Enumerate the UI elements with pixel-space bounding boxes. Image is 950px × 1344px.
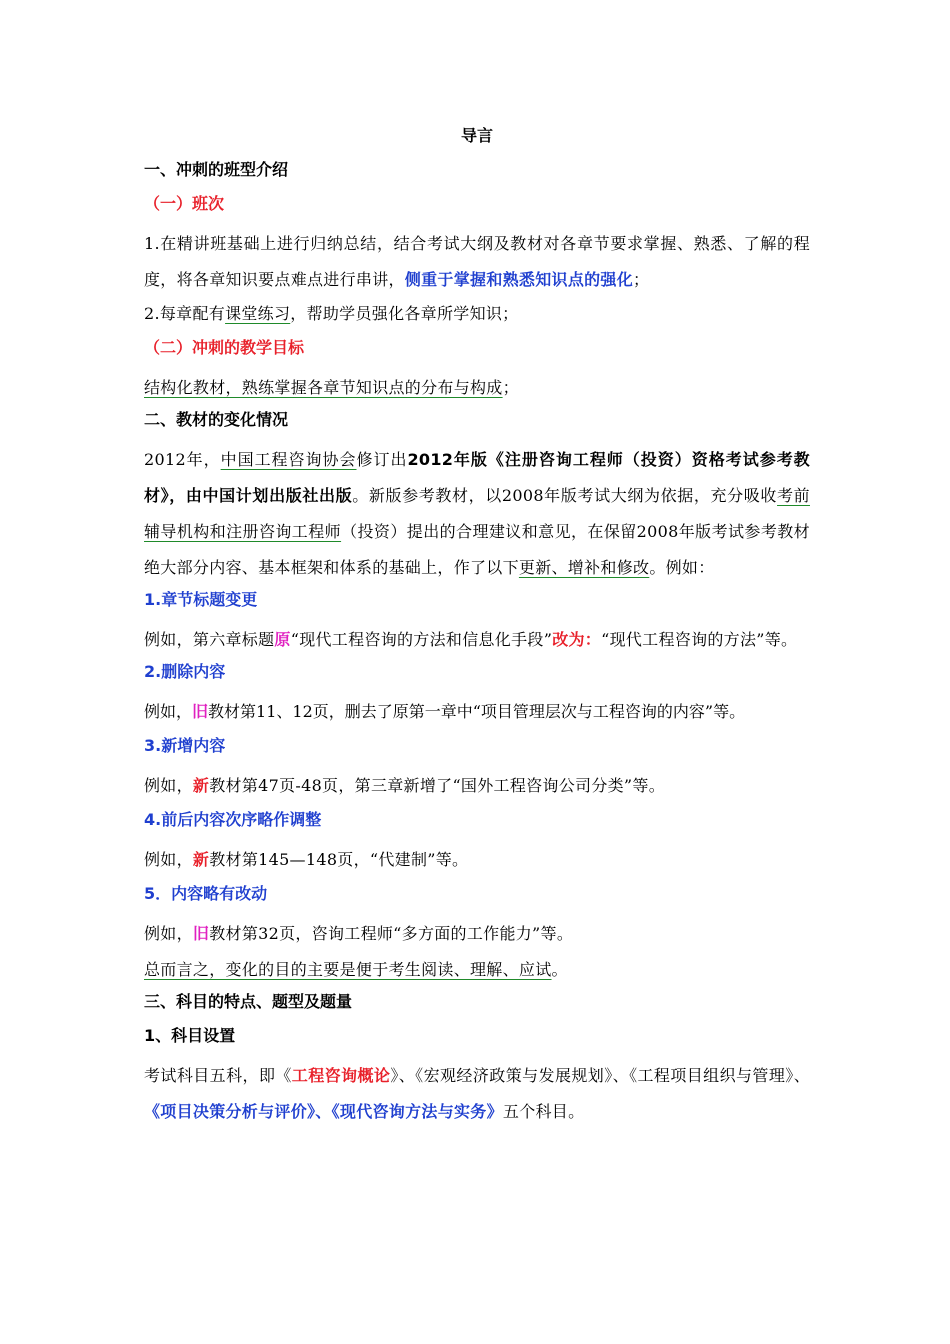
emphasis-text: 侧重于掌握和熟悉知识点的强化 — [404, 270, 634, 289]
item-paragraph-5: 例如，旧教材第32页，咨询工程师“多方面的工作能力”等。 — [144, 924, 574, 943]
paragraph-subjects: 考试科目五科，即《工程咨询概论》、《宏观经济政策与发展规划》、《工程项目组织与管理》、《项目决策分析与评价》、《现代咨询方法与实务》五个科目。 — [144, 1066, 810, 1121]
paragraph-3: 结构化教材，熟练掌握各章节知识点的分布与构成； — [144, 378, 519, 397]
paragraph-1: 1.在精讲班基础上进行归纳总结，结合考试大纲及教材对各章节要求掌握、熟悉、了解的程度，将各章知识要点难点进行串讲，侧重于掌握和熟悉知识点的强化； — [144, 234, 810, 289]
underlined-text: 更新、增补和修改 — [518, 558, 650, 577]
section-heading-3: 三、科目的特点、题型及题量 — [144, 992, 353, 1011]
document-page — [144, 118, 810, 1128]
subheading-class-schedule: （一）班次 — [144, 194, 225, 213]
paragraph-textbook-changes: 2012年，中国工程咨询协会修订出2012年版《注册咨询工程师（投资）资格考试参考教材》，由中国计划出版社出版。新版参考教材，以2008年版考试大纲为依据，充分吸收考前辅导机构和注册咨询工程师（投资）提出的合理建议和意见，在保留2008年版考试参考教材绝大部分内容、基本框架和体系的基础上，作了以下更新、增补和修改。例如： — [144, 450, 810, 577]
underlined-text: 中国工程咨询协会 — [220, 450, 357, 469]
underlined-text: 考前辅导机构和注册咨询工程师 — [144, 486, 810, 541]
item-heading-2: 2.删除内容 — [144, 662, 226, 681]
item-paragraph-3: 例如，新教材第47页-48页，第三章新增了“国外工程咨询公司分类”等。 — [144, 776, 666, 795]
subheading-subjects: 1、科目设置 — [144, 1026, 236, 1045]
summary-paragraph: 总而言之，变化的目的主要是便于考生阅读、理解、应试。 — [144, 960, 568, 979]
underlined-text: 结构化教材，熟练掌握各章节知识点的分布与构成 — [144, 378, 503, 397]
item-heading-3: 3.新增内容 — [144, 736, 226, 755]
item-paragraph-4: 例如，新教材第145—148页，“代建制”等。 — [144, 850, 469, 869]
bold-text: 2012年版《注册咨询工程师（投资）资格考试参考教材》，由中国计划出版社出版 — [144, 450, 810, 505]
item-paragraph-2: 例如，旧教材第11、12页，删去了原第一章中“项目管理层次与工程咨询的内容”等。 — [144, 702, 746, 721]
page-title: 导言 — [460, 126, 493, 145]
underlined-text: 总而言之，变化的目的主要是便于考生阅读、理解、应试 — [144, 960, 552, 979]
underlined-text: 课堂练习 — [225, 304, 291, 323]
section-heading-1: 一、冲刺的班型介绍 — [144, 160, 289, 179]
item-heading-1: 1.章节标题变更 — [144, 590, 258, 609]
item-heading-4: 4.前后内容次序略作调整 — [144, 810, 322, 829]
item-heading-5: 5．内容略有改动 — [144, 884, 268, 903]
section-heading-2: 二、教材的变化情况 — [144, 410, 289, 429]
paragraph-2: 2.每章配有课堂练习，帮助学员强化各章所学知识； — [144, 304, 519, 323]
item-paragraph-1: 例如，第六章标题原“现代工程咨询的方法和信息化手段”改为：“现代工程咨询的方法”等。 — [144, 630, 798, 649]
subheading-teaching-goal: （二）冲刺的教学目标 — [144, 338, 305, 357]
